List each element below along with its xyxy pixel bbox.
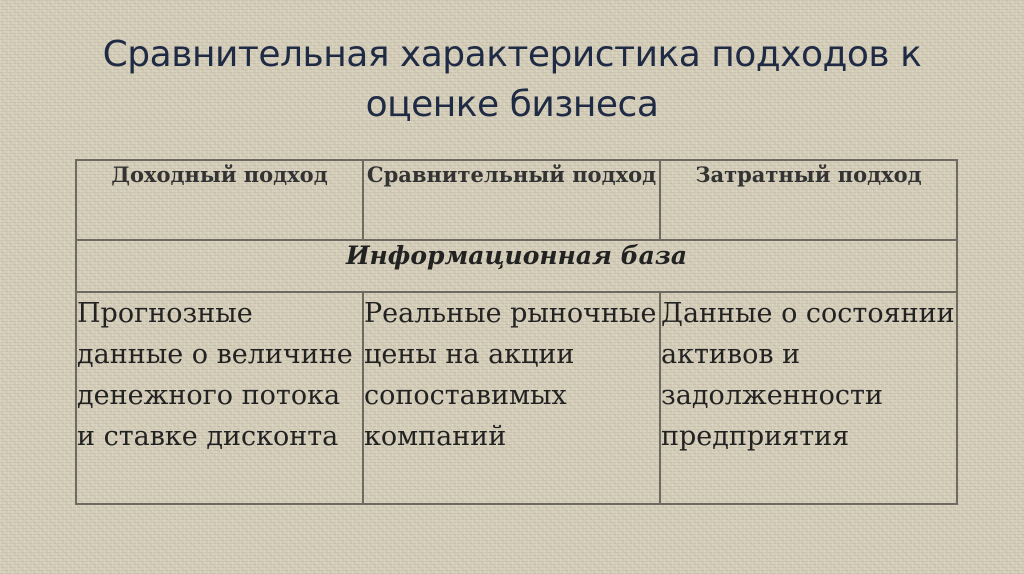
comparison-table bbox=[75, 159, 958, 505]
slide-title bbox=[60, 30, 964, 130]
cell-cost-approach: Данные о состоянии активов и задолженности предприятия bbox=[660, 292, 957, 504]
header-cost-approach: Затратный подход bbox=[660, 160, 957, 240]
slide-title-line-2: оценке бизнеса bbox=[365, 84, 659, 125]
cell-income-approach: Прогнозные данные о величине денежного потока и ставке дисконта bbox=[76, 292, 363, 504]
header-row bbox=[76, 160, 957, 240]
body-row bbox=[76, 292, 957, 504]
header-comparative-approach: Сравнительный подход bbox=[363, 160, 660, 240]
section-row bbox=[76, 240, 957, 292]
section-information-base: Информационная база bbox=[76, 240, 957, 292]
header-income-approach: Доходный подход bbox=[76, 160, 363, 240]
cell-comparative-approach: Реальные рыночные цены на акции сопоставимых компаний bbox=[363, 292, 660, 504]
slide-title-line-1: Сравнительная характеристика подходов к bbox=[102, 34, 922, 75]
